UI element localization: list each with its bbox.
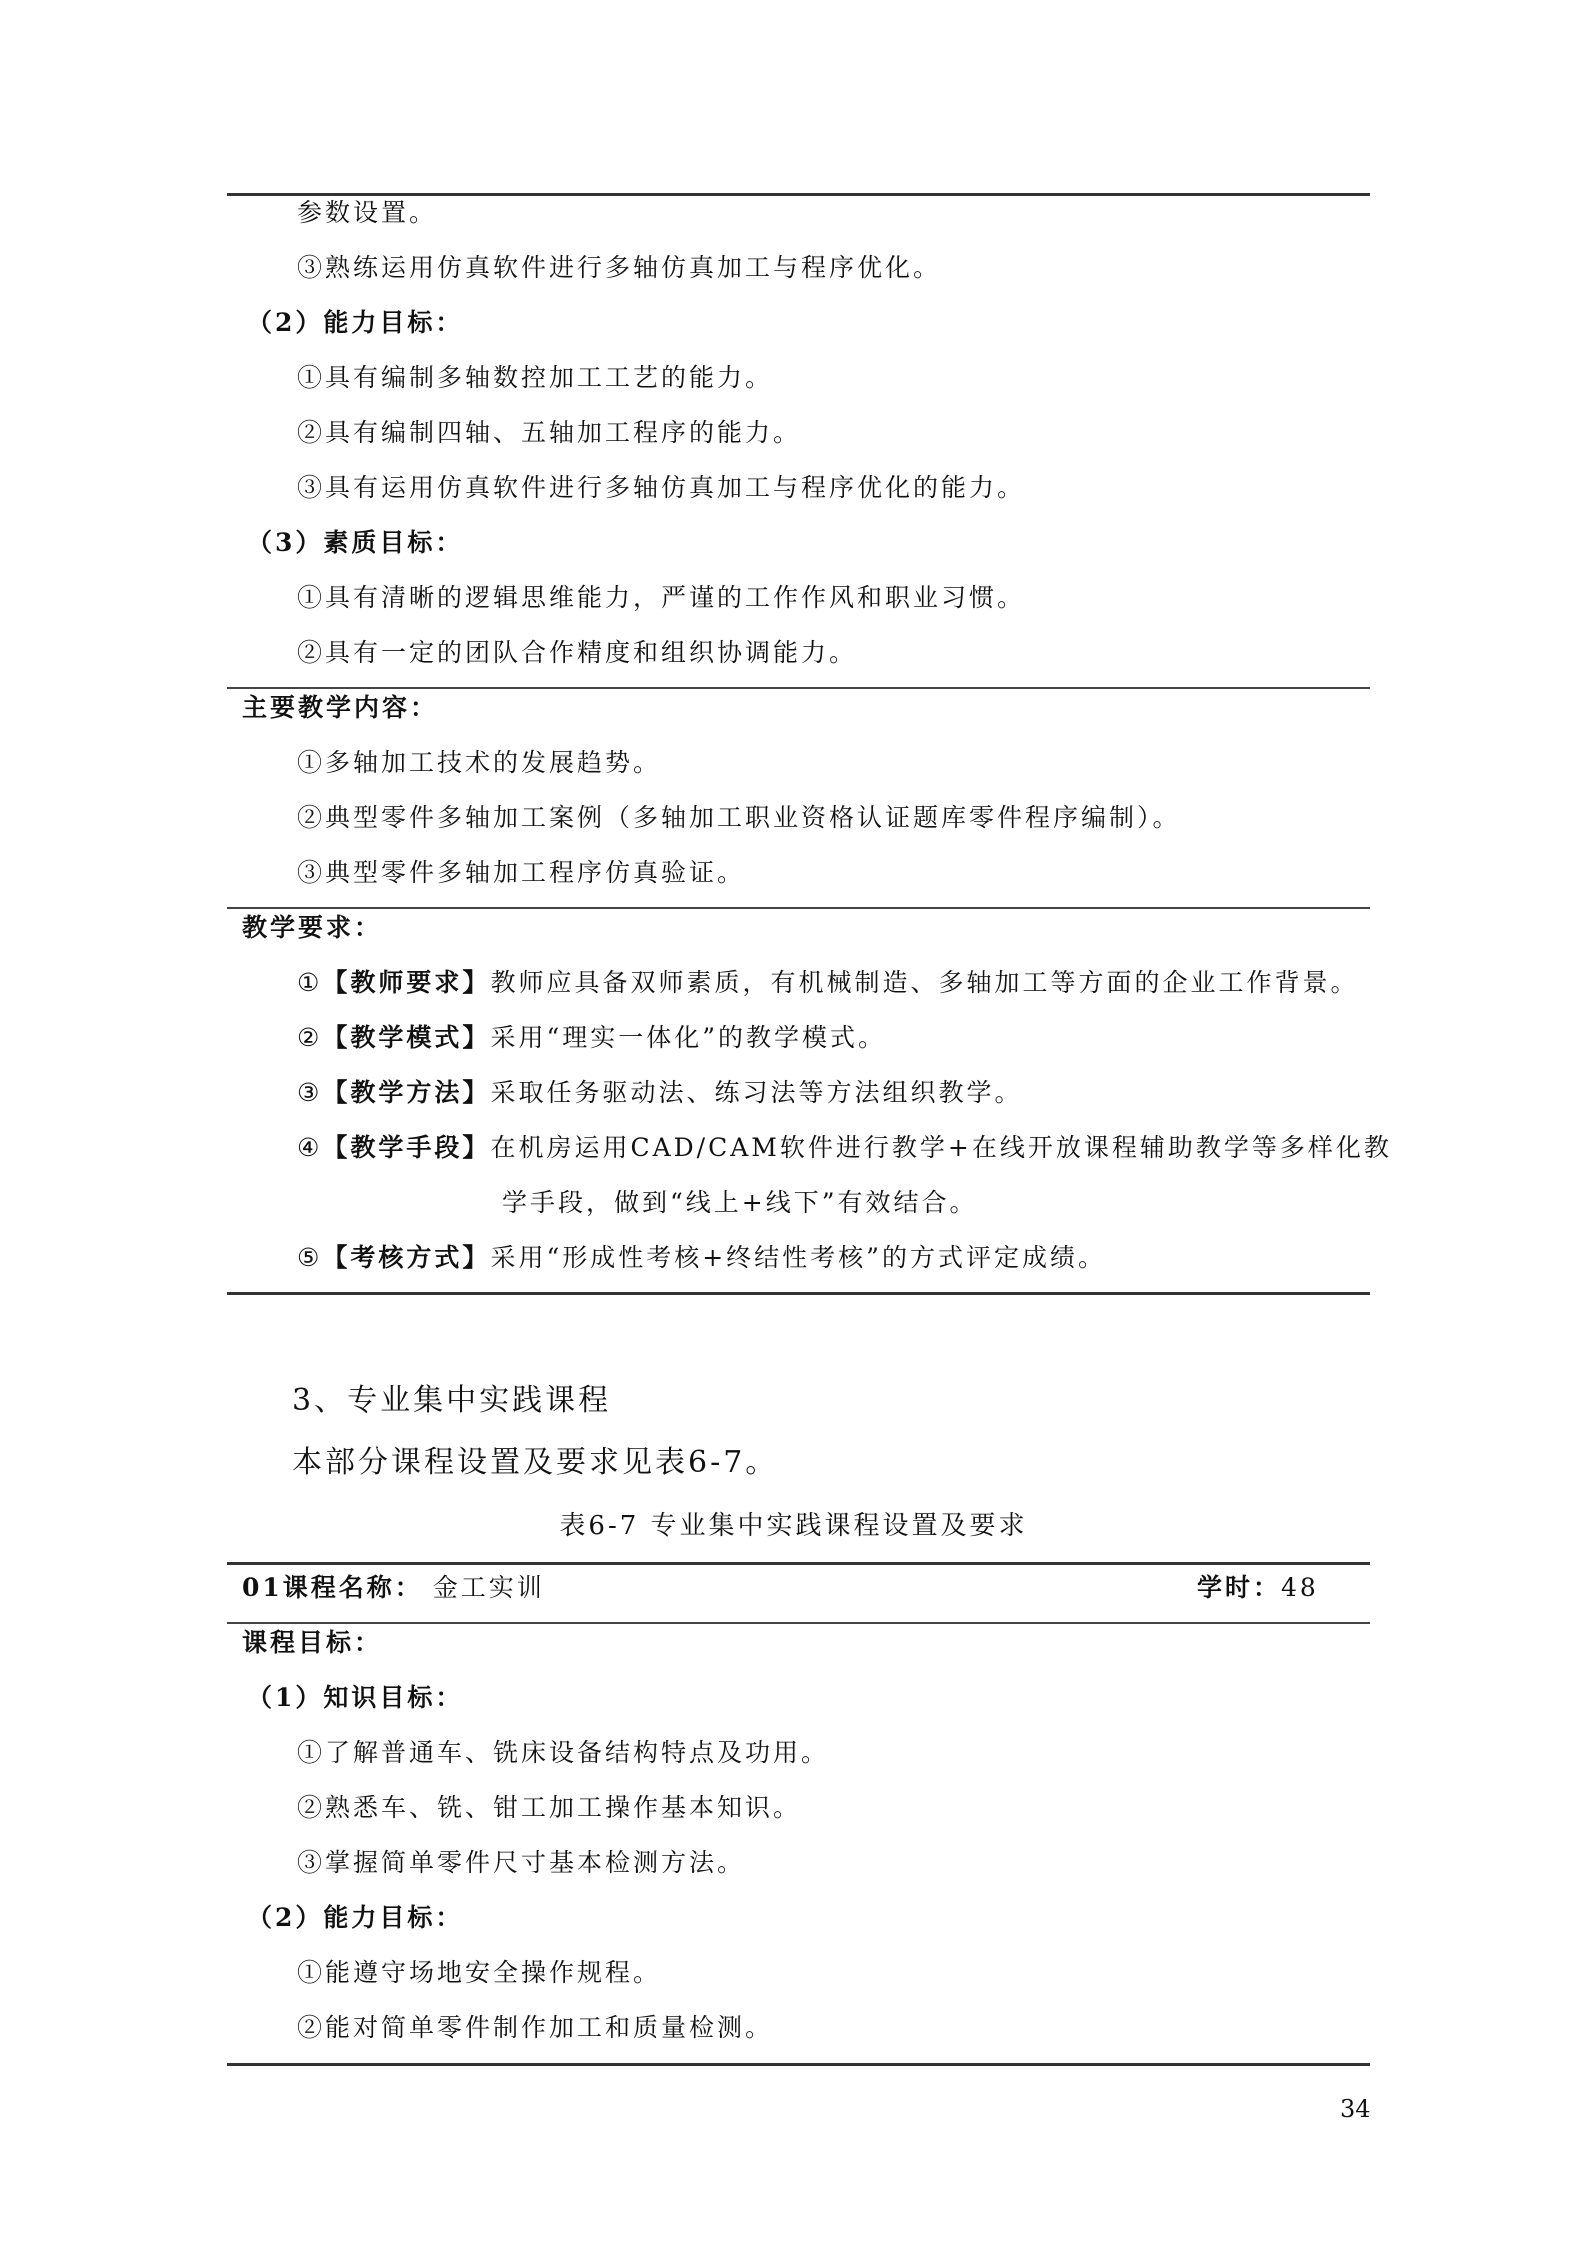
item-tag: 【教学模式】: [322, 1023, 491, 1052]
section-intro: 本部分课程设置及要求见表6-7。: [292, 1445, 779, 1480]
list-item: ②熟悉车、铣、钳工加工操作基本知识。: [297, 1793, 802, 1822]
section-heading: 主要教学内容：: [242, 693, 439, 722]
subheading: （3）素质目标：: [247, 528, 464, 557]
course-name: 金工实训: [432, 1573, 545, 1602]
list-item: ①了解普通车、铣床设备结构特点及功用。: [297, 1738, 830, 1767]
subheading: （2）能力目标：: [247, 308, 464, 337]
item-text: 采取任务驱动法、练习法等方法组织教学。: [490, 1078, 1023, 1107]
list-item: ②典型零件多轴加工案例（多轴加工职业资格认证题库零件程序编制）。: [297, 803, 1181, 832]
table-top-rule: [227, 1562, 1370, 1565]
list-item: ①具有编制多轴数控加工工艺的能力。: [297, 363, 774, 392]
course-name-row: [242, 1571, 545, 1605]
table-row-rule: [227, 1622, 1370, 1624]
course-hours-row: [1197, 1571, 1319, 1605]
table-bottom-rule: [227, 2063, 1370, 2066]
list-item: ①能遵守场地安全操作规程。: [297, 1958, 662, 1987]
course-name-label: 01课程名称：: [242, 1573, 423, 1602]
table-row-rule: [227, 907, 1370, 909]
list-item: ②具有一定的团队合作精度和组织协调能力。: [297, 638, 858, 667]
item-tag: 【教学方法】: [322, 1078, 491, 1107]
list-item: ②具有编制四轴、五轴加工程序的能力。: [297, 418, 802, 447]
requirement-item: [297, 1131, 1392, 1165]
table-caption: 表6-7 专业集中实践课程设置及要求: [559, 1511, 1028, 1541]
text-line: 参数设置。: [297, 198, 438, 227]
item-number: ⑤: [297, 1243, 323, 1272]
item-number: ②: [297, 1023, 323, 1052]
subheading: （2）能力目标：: [247, 1903, 464, 1932]
section-heading: 课程目标：: [242, 1628, 383, 1657]
requirement-item: [297, 1241, 1106, 1275]
requirement-item: [297, 966, 1358, 1000]
list-item: ③掌握简单零件尺寸基本检测方法。: [297, 1848, 746, 1877]
item-number: ①: [297, 968, 323, 997]
table-row-rule: [227, 687, 1370, 689]
requirement-item: [297, 1021, 886, 1055]
list-item: ①多轴加工技术的发展趋势。: [297, 748, 662, 777]
item-text: 采用“理实一体化”的教学模式。: [490, 1023, 887, 1052]
list-item: ②能对简单零件制作加工和质量检测。: [297, 2013, 774, 2042]
hours-value: 48: [1281, 1573, 1319, 1602]
list-item: ③典型零件多轴加工程序仿真验证。: [297, 858, 746, 887]
text-line: ③熟练运用仿真软件进行多轴仿真加工与程序优化。: [297, 253, 942, 282]
item-text: 在机房运用CAD/CAM软件进行教学+在线开放课程辅助教学等多样化教: [490, 1133, 1392, 1162]
item-tag: 【教学手段】: [322, 1133, 491, 1162]
hours-label: 学时：: [1197, 1573, 1282, 1602]
subheading: （1）知识目标：: [247, 1683, 464, 1712]
item-number: ④: [297, 1133, 323, 1162]
list-item: ③具有运用仿真软件进行多轴仿真加工与程序优化的能力。: [297, 473, 1026, 502]
item-text: 采用“形成性考核+终结性考核”的方式评定成绩。: [490, 1243, 1106, 1272]
item-text: 教师应具备双师素质，有机械制造、多轴加工等方面的企业工作背景。: [490, 968, 1359, 997]
list-item: ①具有清晰的逻辑思维能力，严谨的工作作风和职业习惯。: [297, 583, 1026, 612]
table-bottom-rule: [227, 1292, 1370, 1295]
page-number: 34: [1340, 2095, 1371, 2123]
requirement-continuation: 学手段，做到“线上+线下”有效结合。: [502, 1188, 978, 1217]
requirement-item: [297, 1076, 1022, 1110]
item-tag: 【教师要求】: [322, 968, 491, 997]
item-number: ③: [297, 1078, 323, 1107]
item-tag: 【考核方式】: [322, 1243, 491, 1272]
section-title: 3、专业集中实践课程: [292, 1383, 612, 1418]
section-heading: 教学要求：: [242, 913, 383, 942]
